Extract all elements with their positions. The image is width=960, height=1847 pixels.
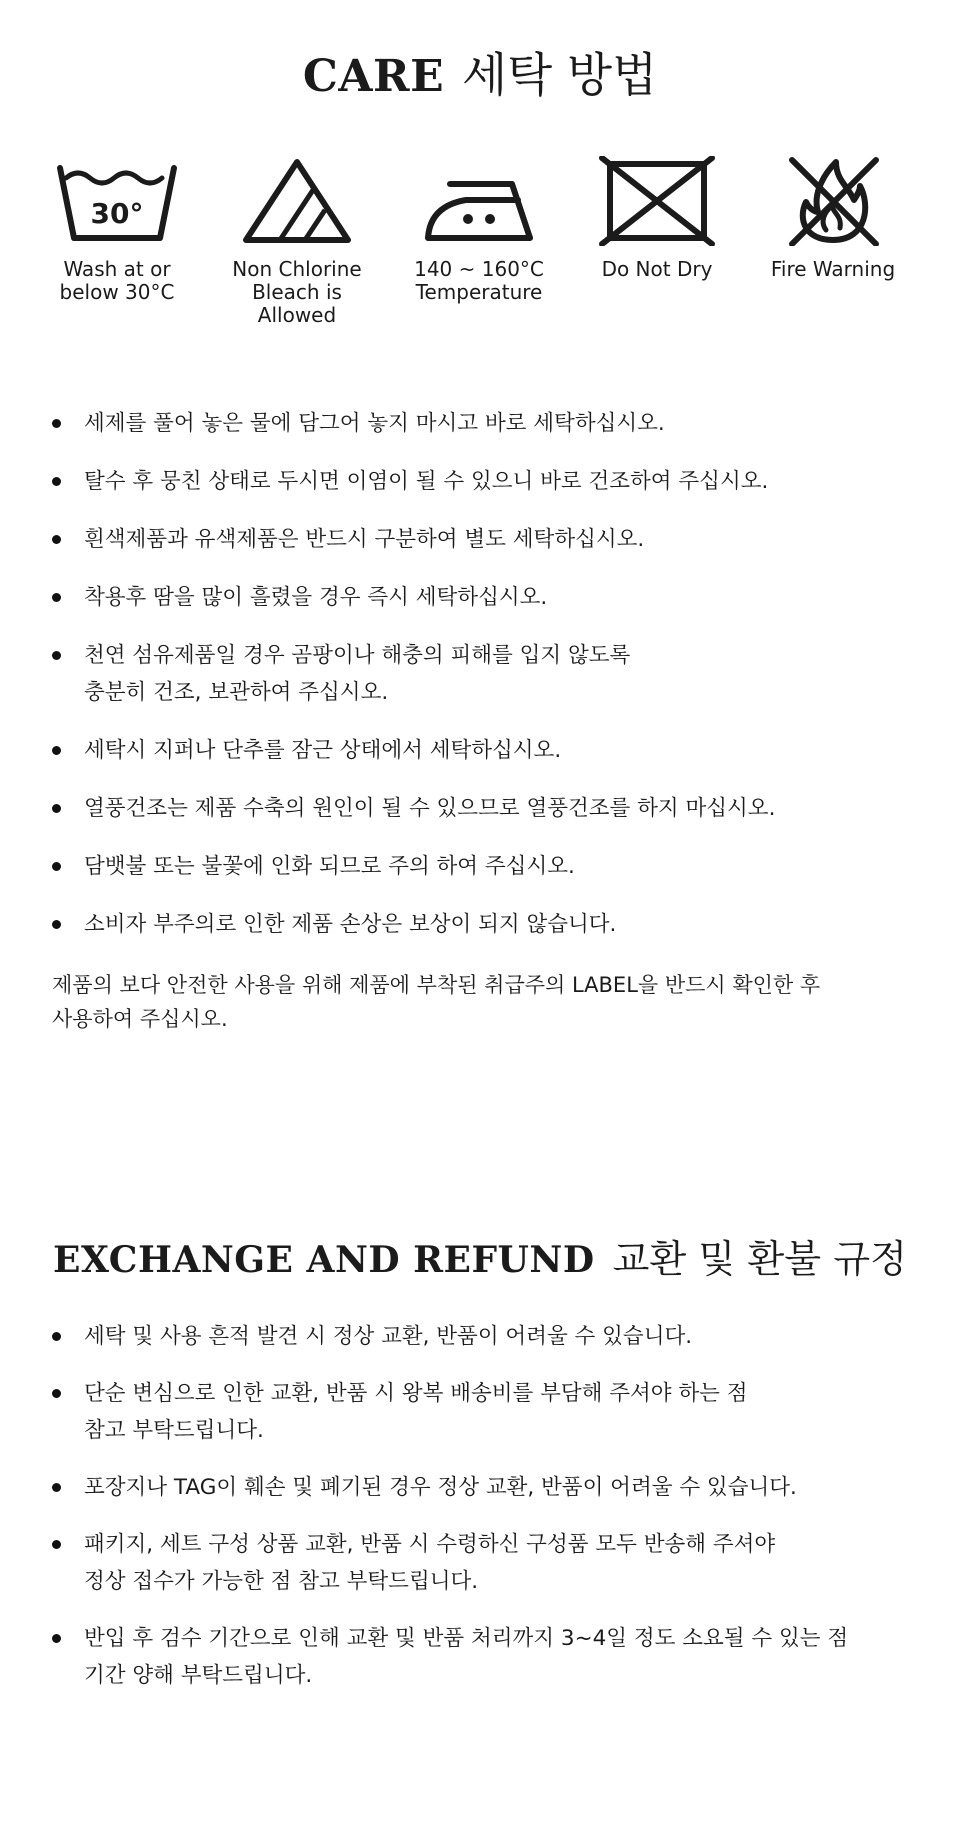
list-item-text: 세탁시 지퍼나 단추를 잠근 상태에서 세탁하십시오.: [84, 738, 562, 763]
wash-temperature-text: 30°: [90, 197, 144, 230]
wash-30-icon: [52, 156, 182, 246]
list-item: [52, 1526, 912, 1600]
list-item-text: 흰색제품과 유색제품은 반드시 구분하여 별도 세탁하십시오.: [84, 527, 645, 552]
care-symbol-label: Wash at or below 30°C: [59, 257, 175, 304]
list-item-text: 단순 변심으로 인한 교환, 반품 시 왕복 배송비를 부담해 주셔야 하는 점: [84, 1381, 748, 1406]
iron-medium-icon: [414, 156, 544, 246]
care-symbol-label: Do Not Dry: [601, 257, 713, 281]
list-item: [52, 848, 912, 885]
list-item: [52, 405, 912, 442]
list-item-text: 세제를 풀어 놓은 물에 담그어 놓지 마시고 바로 세탁하십시오.: [84, 411, 665, 436]
care-symbol-dry: [572, 156, 742, 281]
care-title-en: CARE: [302, 51, 445, 102]
exchange-policy-list: [52, 1318, 912, 1714]
list-item-text: 세탁 및 사용 흔적 발견 시 정상 교환, 반품이 어려울 수 있습니다.: [84, 1324, 693, 1349]
care-symbol-label: Fire Warning: [770, 257, 896, 281]
care-label-notice-line: 사용하여 주십시오.: [52, 1007, 228, 1031]
list-item-text-continued: 정상 접수가 가능한 점 참고 부탁드립니다.: [84, 1569, 479, 1594]
care-label-notice-line: 제품의 보다 안전한 사용을 위해 제품에 부착된 취급주의 LABEL을 반드시 확인한 후: [52, 973, 821, 997]
list-item-text: 반입 후 검수 기간으로 인해 교환 및 반품 처리까지 3~4일 정도 소요될 수 있는 점: [84, 1626, 849, 1651]
exchange-title: [0, 1228, 960, 1283]
list-item: [52, 579, 912, 616]
care-instructions-list: [52, 405, 912, 964]
no-fire-icon: [768, 156, 898, 246]
care-title: [0, 38, 960, 105]
exchange-title-en: EXCHANGE AND REFUND: [53, 1239, 595, 1281]
list-item-text: 담뱃불 또는 불꽃에 인화 되므로 주의 하여 주십시오.: [84, 854, 575, 879]
list-item-text: 포장지나 TAG이 훼손 및 폐기된 경우 정상 교환, 반품이 어려울 수 있습니다.: [84, 1475, 797, 1500]
care-symbols: [32, 156, 932, 356]
care-symbol-bleach: [212, 156, 382, 327]
list-item-text: 패키지, 세트 구성 상품 교환, 반품 시 수령하신 구성품 모두 반송해 주셔야: [84, 1532, 776, 1557]
list-item: [52, 790, 912, 827]
list-item: [52, 1469, 912, 1506]
list-item: [52, 521, 912, 558]
list-item-text: 천연 섬유제품일 경우 곰팡이나 해충의 피해를 입지 않도록: [84, 643, 631, 668]
care-symbol-wash: [32, 156, 202, 304]
list-item-text: 소비자 부주의로 인한 제품 손상은 보상이 되지 않습니다.: [84, 912, 617, 937]
list-item: [52, 1620, 912, 1694]
list-item: [52, 463, 912, 500]
care-title-ko: 세탁 방법: [462, 48, 658, 102]
list-item: [52, 1375, 912, 1449]
list-item-text-continued: 참고 부탁드립니다.: [84, 1418, 264, 1443]
list-item-text: 탈수 후 뭉친 상태로 두시면 이염이 될 수 있으니 바로 건조하여 주십시오.: [84, 469, 769, 494]
exchange-title-ko: 교환 및 환불 규정: [612, 1237, 907, 1281]
care-label-notice: [52, 968, 912, 1036]
list-item-text-continued: 기간 양해 부탁드립니다.: [84, 1663, 313, 1688]
list-item: [52, 906, 912, 943]
non-chlorine-bleach-icon: [232, 156, 362, 246]
care-symbol-iron: [394, 156, 564, 304]
list-item: [52, 1318, 912, 1355]
list-item: [52, 732, 912, 769]
care-symbol-label: Non Chlorine Bleach is Allowed: [232, 257, 362, 327]
list-item-text-continued: 충분히 건조, 보관하여 주십시오.: [84, 680, 389, 705]
care-symbol-label: 140 ~ 160°C Temperature: [414, 257, 544, 304]
care-symbol-fire: [748, 156, 918, 281]
do-not-tumble-dry-icon: [592, 156, 722, 246]
list-item-text: 착용후 땀을 많이 흘렸을 경우 즉시 세탁하십시오.: [84, 585, 548, 610]
list-item: [52, 637, 912, 711]
list-item-text: 열풍건조는 제품 수축의 원인이 될 수 있으므로 열풍건조를 하지 마십시오.: [84, 796, 776, 821]
